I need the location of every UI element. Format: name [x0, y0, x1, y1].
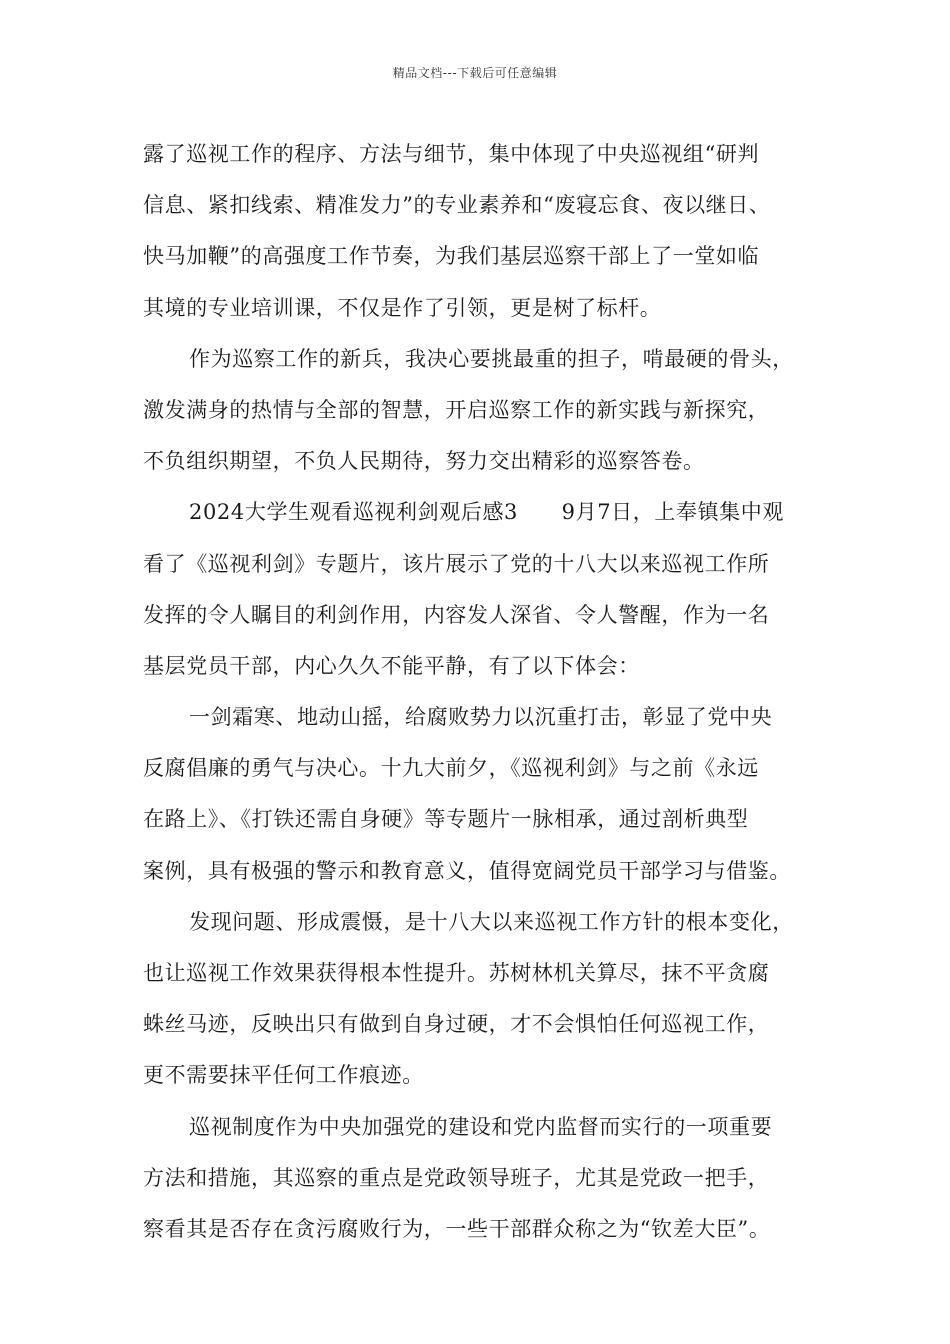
paragraph-first-line: 一剑霜寒、地动山摇，给腐败势力以沉重打击，彰显了党中央 [189, 705, 773, 730]
text-line: 其境的专业培训课，不仅是作了引领，更是树了标杆。 [143, 295, 662, 320]
text-line: 露了巡视工作的程序、方法与细节，集中体现了中央巡视组“研判 [143, 142, 760, 166]
text-line: 反腐倡廉的勇气与决心。十九大前夕，《巡视利剑》与之前《永远 [143, 756, 759, 781]
text-line: 察看其是否存在贪污腐败行为，一些干部群众称之为“钦差大臣”。 [143, 1216, 771, 1241]
text-line: 方法和措施，其巡察的重点是党政领导班子，尤其是党政一把手， [143, 1165, 770, 1190]
page-header: 精品文档---下载后可任意编辑 [392, 66, 558, 80]
text-line: 信息、紧扣线索、精准发力”的专业素养和“废寝忘食、夜以继日、 [143, 193, 771, 218]
paragraph-first-line: 巡视制度作为中央加强党的建设和党内监督而实行的一项重要 [189, 1114, 773, 1139]
paragraph-first-line: 作为巡察工作的新兵，我决心要挑最重的担子，啃最硬的骨头， [189, 346, 794, 371]
text-line: 更不需要抹平任何工作痕迹。 [143, 1063, 424, 1088]
text-line: 看了《巡视利剑》专题片，该片展示了党的十八大以来巡视工作所 [143, 551, 770, 576]
text-line: 基层党员干部，内心久久不能平静，有了以下体会： [143, 653, 640, 678]
text-line: 蛛丝马迹，反映出只有做到自身过硬，才不会惧怕任何巡视工作， [143, 1012, 770, 1037]
text-line: 快马加鞭”的高强度工作节奏，为我们基层巡察干部上了一堂如临 [143, 244, 760, 269]
text-line: 在路上》、《打铁还需自身硬》等专题片一脉相承，通过剖析典型 [143, 807, 749, 832]
text-line: 发挥的令人瞩目的利剑作用，内容发人深省、令人警醒，作为一名 [143, 602, 770, 627]
document-body [143, 129, 833, 1255]
paragraph-first-line: 2024大学生观看巡视利剑观后感3 9月7日，上奉镇集中观 [189, 500, 784, 525]
text-line: 案例，具有极强的警示和教育意义，值得宽阔党员干部学习与借鉴。 [143, 858, 791, 883]
text-line: 也让巡视工作效果获得根本性提升。苏树林机关算尽，抹不平贪腐 [143, 961, 770, 985]
paragraph-first-line: 发现问题、形成震慑，是十八大以来巡视工作方针的根本变化， [189, 909, 794, 934]
text-line: 不负组织期望，不负人民期待，努力交出精彩的巡察答卷。 [143, 449, 705, 474]
text-line: 激发满身的热情与全部的智慧，开启巡察工作的新实践与新探究， [143, 397, 770, 422]
